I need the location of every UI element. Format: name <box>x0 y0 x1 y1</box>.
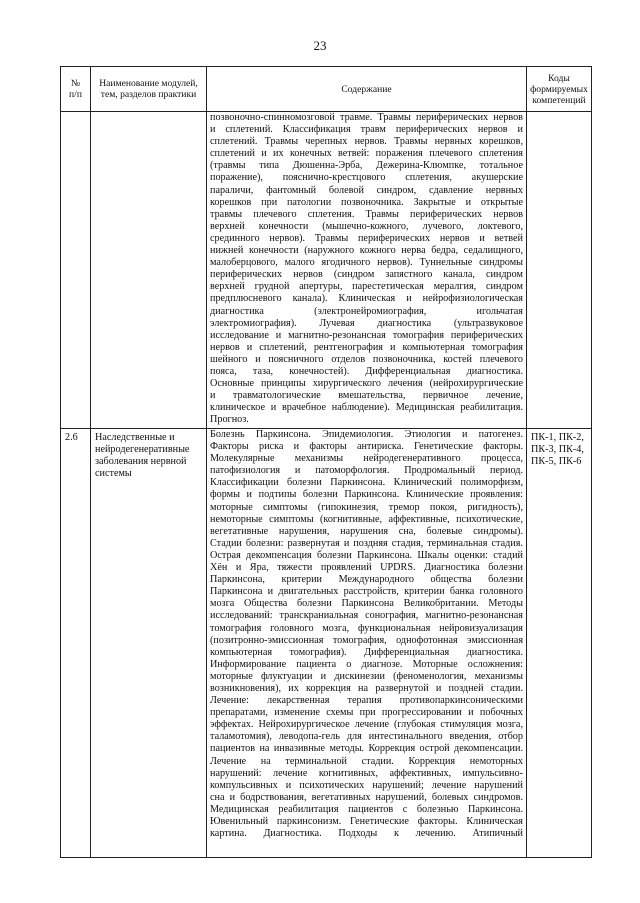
content-line: вегетативные нарушения, нарушения сна, болевые синдромы). <box>210 525 523 537</box>
content-line: немоторные симптомы (когнитивные, аффективные, психотические, <box>210 513 523 525</box>
content-line: Лечение: лекарственная терапия противопаркинсоническими <box>210 695 523 707</box>
content-line: нижней конечности (наружного кожного нерва бедра, седалищного, <box>210 245 523 257</box>
content-line: (позитронно-эмиссионная томография, однофотонная эмиссионная <box>210 634 523 646</box>
row-name: Наследственные и нейродегенеративные заболевания нервной системы <box>91 429 207 858</box>
content-line: срединного нервов). Травмы периферических нервов и ветвей <box>210 232 523 244</box>
content-line: позвоночно-спинномозговой травме. Травмы периферических нервов <box>210 112 523 123</box>
header-name: Наименование модулей, тем, разделов практики <box>91 67 207 112</box>
content-line: мозга Общества болезни Паркинсона Великобритании. Методы <box>210 598 523 610</box>
content-line: Хён и Яра, тяжести проявлений UPDRS. Диагностика болезни <box>210 562 523 574</box>
content-line: патофизиология и патоморфология. Продромальный период. <box>210 465 523 477</box>
content-line: малоберцового, малого ягодичного нервов). Туннельные синдромы <box>210 257 523 269</box>
header-content: Содержание <box>207 67 527 112</box>
content-line: Лечение на терминальной стадии. Коррекция немоторных <box>210 755 523 767</box>
content-line: Стадии болезни: развернутая и поздняя стадия, терминальная стадия. <box>210 537 523 549</box>
content-line: Болезнь Паркинсона. Эпидемиология. Этиология и патогенез. <box>210 429 523 440</box>
content-line: Паркинсона и двигательных расстройств, критерии банка головного <box>210 586 523 598</box>
content-line: электромиография). Лучевая диагностика (ультразвуковое <box>210 317 523 329</box>
content-line: возникновения), их коррекция на развернутой и поздней стадии. <box>210 682 523 694</box>
content-line: компьютерная томография). Дифференциальная диагностика. <box>210 646 523 658</box>
content-line: моторные симптомы (гипокинезия, тремор покоя, ригидность), <box>210 501 523 513</box>
content-line: и травматологические вмешательства, первичное лечение, <box>210 390 523 402</box>
row-num <box>61 112 91 429</box>
content-line: травмы плечевого сплетения. Травмы периферических нервов <box>210 208 523 220</box>
content-line: Молекулярные механизмы нейродегенеративного процесса, <box>210 453 523 465</box>
content-line: таламотомия), леводопа-гель для интестинального введения, отбор <box>210 731 523 743</box>
content-line: сна и бодрствования, вегетативных нарушений, болевых синдромов. <box>210 791 523 803</box>
content-line: корешков при патологии позвоночника. Закрытые и открытые <box>210 196 523 208</box>
row-content <box>207 112 527 429</box>
content-line: картина. Диагностика. Подходы к лечению. Атипичный <box>210 828 523 840</box>
row-name <box>91 112 207 429</box>
header-codes: Коды формируемых компетенций <box>527 67 592 112</box>
content-line: томография головного мозга, функциональная нейровизуализация <box>210 622 523 634</box>
content-line: исследование и магнитно-резонансная томография периферических <box>210 329 523 341</box>
row-num: 2.6 <box>61 429 91 858</box>
content-line: верхней конечности (мышечно-кожного, лучевого, локтевого, <box>210 220 523 232</box>
content-line: пациентов на инвазивные методы. Коррекция острой декомпенсации. <box>210 743 523 755</box>
table-row <box>61 112 592 429</box>
content-line: препаратами, изменение схемы при прогрессировании и побочных <box>210 707 523 719</box>
content-line: Основные принципы хирургического лечения (нейрохирургические <box>210 378 523 390</box>
content-line: моторные флуктуации и дискинезии (феноменология, механизмы <box>210 670 523 682</box>
content-line: исследований: транскраниальная сонография, магнитно-резонансная <box>210 610 523 622</box>
content-line: параличи, фантомный болевой синдром, сдавление нервных <box>210 184 523 196</box>
table-row <box>61 429 592 858</box>
content-line: и сплетений. Классификация травм периферических нервов и <box>210 124 523 136</box>
curriculum-table <box>60 66 592 858</box>
content-line: сплетений. Травмы черепных нервов. Травмы нервных корешков, <box>210 136 523 148</box>
header-num: № п/п <box>61 67 91 112</box>
content-line: Паркинсона, критерии Международного общества болезни <box>210 574 523 586</box>
content-line: нарушений: лечение когнитивных, аффективных, импульсивно- <box>210 767 523 779</box>
content-line: сплетений и их конечных ветвей: поражения плечевого сплетения <box>210 148 523 160</box>
row-codes: ПК-1, ПК-2, ПК-3, ПК-4, ПК-5, ПК-6 <box>527 429 592 858</box>
content-line: Классификации болезни Паркинсона. Клинический полиморфизм, <box>210 477 523 489</box>
content-line: Факторы риска и факторы антириска. Генетические факторы. <box>210 441 523 453</box>
content-line: периферических нервов (синдром запястного канала, синдром <box>210 269 523 281</box>
content-line: поражение), пояснично-крестцового сплетения, акушерские <box>210 172 523 184</box>
content-line: диагностика (электронейромиография, игольчатая <box>210 305 523 317</box>
row-content <box>207 429 527 858</box>
content-line: эффектах. Нейрохирургическое лечение (глубокая стимуляция мозга, <box>210 719 523 731</box>
row-codes <box>527 112 592 429</box>
content-line: (травмы типа Дюшенна-Эрба, Дежерина-Клюмпке, тотальное <box>210 160 523 172</box>
content-line: пояса, таза, конечностей). Дифференциальная диагностика. <box>210 365 523 377</box>
content-line: компульсивных и психотических нарушений; лечение нарушений <box>210 779 523 791</box>
page-number: 23 <box>313 38 327 53</box>
content-line: Прогноз. <box>210 414 249 426</box>
content-line: Медицинская реабилитация пациентов с болезнью Паркинсона. <box>210 803 523 815</box>
content-line: верхней грудной апертуры, парестетическая мералгия, синдром <box>210 281 523 293</box>
content-line: формы и подтипы болезни Паркинсона. Клинические проявления: <box>210 489 523 501</box>
content-line: Информирование пациента о диагнозе. Моторные осложнения: <box>210 658 523 670</box>
table-header-row <box>61 67 592 112</box>
content-line: предплюсневого канала). Клиническая и нейрофизиологическая <box>210 293 523 305</box>
content-line: Ювенильный паркинсонизм. Генетические факторы. Клиническая <box>210 816 523 827</box>
content-line: шейного и поясничного отделов позвоночника, костей плечевого <box>210 353 523 365</box>
content-line: нервов и сплетений, рентгенография и компьютерная томография <box>210 341 523 353</box>
content-line: клиническое и врачебное наблюдение). Медицинская реабилитация. <box>210 402 523 414</box>
content-line: Острая декомпенсация болезни Паркинсона. Шкалы оценки: стадий <box>210 549 523 561</box>
